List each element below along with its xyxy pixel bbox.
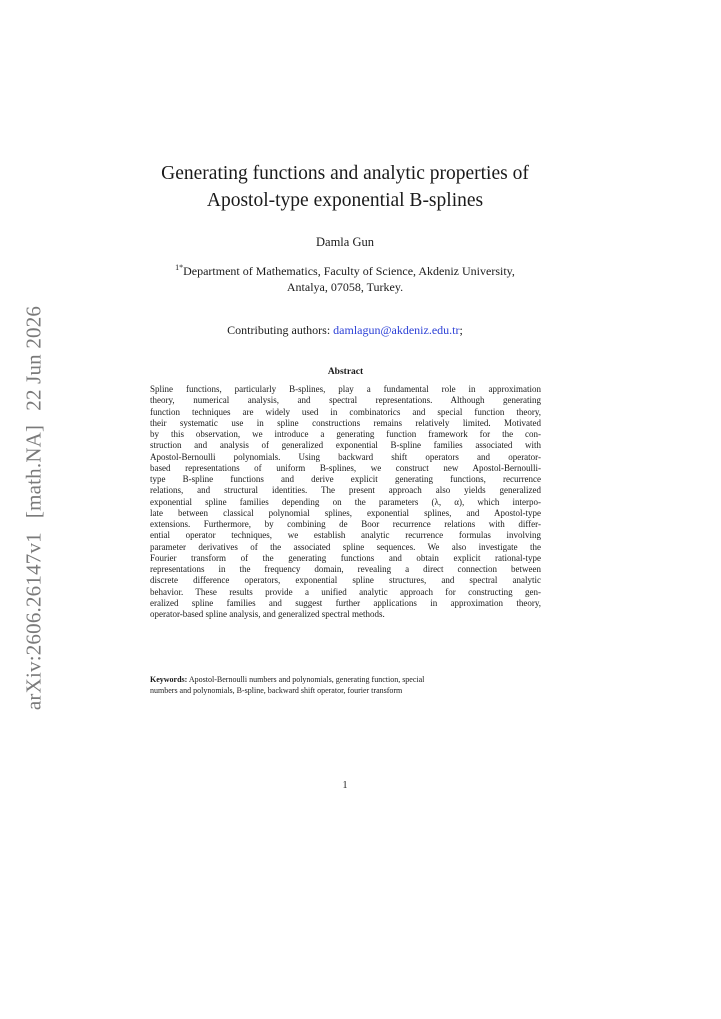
keywords-text: Apostol-Bernoulli numbers and polynomials, generating function, special xyxy=(188,675,425,684)
abstract-body xyxy=(150,384,541,620)
arxiv-category: [math.NA] xyxy=(21,424,46,519)
abstract-line: behavior. These results provide a unified analytic approach for constructing gen- xyxy=(150,586,541,597)
paper-title xyxy=(110,160,580,214)
abstract-line: parameter derivatives of the associated spline sequences. We also investigate the xyxy=(150,541,541,552)
abstract-line: representations in the frequency domain, revealing a direct connection between xyxy=(150,564,541,574)
abstract-line: function techniques are widely used in combinatorics and special function theory, xyxy=(150,406,541,417)
keywords xyxy=(150,675,541,696)
author-email-link[interactable]: damlagun@akdeniz.edu.tr xyxy=(333,323,460,337)
abstract-line: exponential spline families depending on the parameters (λ, α), which interpo- xyxy=(150,496,541,507)
abstract-line: their systematic use in spline constructions remains relatively limited. Motivated xyxy=(150,417,541,428)
abstract-line: theory, numerical analysis, and spectral representations. Although generating xyxy=(150,395,541,406)
abstract-line: ential operator techniques, we establish analytic recurrence formulas involving xyxy=(150,530,541,541)
contributing-label: Contributing authors: xyxy=(227,323,331,337)
arxiv-date: 22 Jun 2026 xyxy=(21,305,46,411)
abstract-line: eralized spline families and suggest further applications in approximation theory, xyxy=(150,597,541,608)
abstract-line: relations, and structural identities. The present approach also yields generalized xyxy=(150,485,541,496)
abstract-line: type B-spline functions and derive explicit generating functions, recurrence xyxy=(150,474,541,484)
affiliation xyxy=(130,260,560,295)
abstract-line: Spline functions, particularly B-splines, play a fundamental role in approximation xyxy=(150,384,541,394)
contributing-authors xyxy=(110,323,580,338)
keywords-label: Keywords: xyxy=(150,675,188,684)
affiliation-line: Antalya, 07058, Turkey. xyxy=(286,280,404,294)
affiliation-line: Department of Mathematics, Faculty of Science, Akdeniz University, xyxy=(183,264,515,278)
abstract-line: extensions. Furthermore, by combining de Boor recurrence relations with differ- xyxy=(150,519,541,529)
abstract-heading: Abstract xyxy=(327,367,364,377)
abstract-line: late between classical polynomial splines, exponential splines, and Apostol-type xyxy=(150,507,541,518)
abstract-line: struction and analysis of generalized exponential B-spline families associated with xyxy=(150,440,541,451)
arxiv-id: arXiv:2606.26147v1 xyxy=(21,532,46,711)
abstract-line: discrete difference operators, exponential spline structures, and spectral analytic xyxy=(150,575,541,586)
author-name: Damla Gun xyxy=(316,235,374,249)
abstract-line: Fourier transform of the generating functions and obtain explicit rational-type xyxy=(150,552,541,563)
contributing-suffix: ; xyxy=(459,323,463,337)
abstract-line: based representations of uniform B-splines, we construct new Apostol-Bernoulli- xyxy=(150,462,541,473)
abstract-line: by this observation, we introduce a generating function framework for the con- xyxy=(150,429,541,439)
abstract-line: Apostol-Bernoulli polynomials. Using backward shift operators and operator- xyxy=(150,451,541,462)
arxiv-identifier xyxy=(22,306,47,710)
title-line: Apostol-type exponential B-splines xyxy=(206,190,484,211)
abstract-line: operator-based spline analysis, and generalized spectral methods. xyxy=(150,609,385,619)
page-number: 1 xyxy=(342,780,348,791)
title-line: Generating functions and analytic properties of xyxy=(161,163,529,184)
keywords-text: numbers and polynomials, B-spline, backward shift operator, fourier transform xyxy=(150,685,403,695)
affiliation-marker: 1* xyxy=(175,263,184,272)
